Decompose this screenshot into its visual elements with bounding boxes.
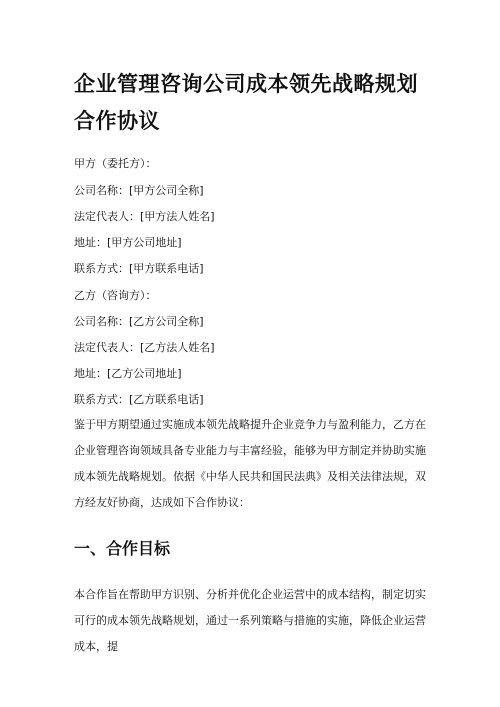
- party-a-legal-rep: 法定代表人：[甲方法人姓名]: [74, 210, 215, 223]
- party-b-legal-rep: 法定代表人：[乙方法人姓名]: [74, 341, 215, 354]
- section-1-body: 本合作旨在帮助甲方识别、分析并优化企业运营中的成本结构，制定切实可行的成本领先战略规划，通过一系列策略与措施的实施，降低企业运营成本，提: [74, 588, 426, 653]
- party-b-contact: 联系方式：[乙方联系电话]: [74, 393, 204, 406]
- preamble-paragraph: 鉴于甲方期望通过实施成本领先战略提升企业竞争力与盈利能力，乙方在企业管理咨询领域具备专业能力与丰富经验，能够为甲方制定并协助实施成本领先战略规划。依据《中华人民共和国民法典》及相关法律法规，双方经友好协商，达成如下合作协议：: [74, 418, 426, 509]
- party-a-heading: 甲方（委托方）：: [74, 157, 157, 170]
- party-b-heading: 乙方（咨询方）：: [74, 289, 157, 302]
- party-b-company-name: 公司名称：[乙方公司全称]: [74, 315, 204, 328]
- document-title: 企业管理咨询公司成本领先战略规划合作协议: [74, 72, 418, 133]
- party-b-address: 地址：[乙方公司地址]: [74, 367, 182, 380]
- party-a-contact: 联系方式：[甲方联系电话]: [74, 262, 204, 275]
- party-a-address: 地址：[甲方公司地址]: [74, 236, 182, 249]
- section-1-heading: 一、合作目标: [74, 539, 171, 558]
- party-a-company-name: 公司名称：[甲方公司全称]: [74, 184, 204, 197]
